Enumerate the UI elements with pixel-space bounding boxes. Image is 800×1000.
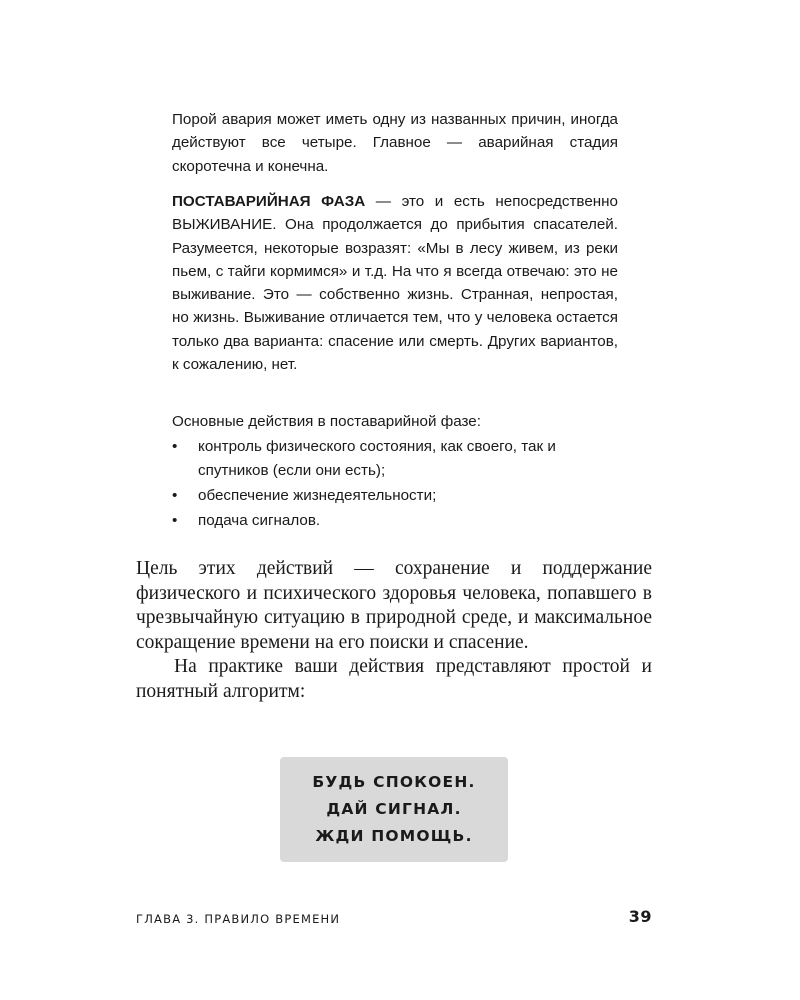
- list-item-text: подача сигналов.: [198, 512, 321, 530]
- intro-paragraph-block: [172, 108, 618, 178]
- algorithm-step-1: БУДЬ СПОКОЕН.: [312, 773, 476, 791]
- algorithm-step-3: ЖДИ ПОМОЩЬ.: [315, 827, 473, 845]
- list-item: [172, 484, 618, 507]
- body-paragraph-goal: Цель этих действий — сохранение и поддержание физического и психического здоровья человека, попавшего в чрезвычайную ситуацию в природной среде, и максимальное сокращение времени на его поиски и спасение.: [136, 558, 652, 653]
- bullet-icon: •: [172, 512, 178, 530]
- page-number: 39: [628, 907, 652, 926]
- post-accident-heading: ПОСТАВАРИЙНАЯ ФАЗА: [172, 193, 366, 210]
- actions-list: [172, 435, 618, 532]
- running-footer-chapter: ГЛАВА 3. ПРАВИЛО ВРЕМЕНИ: [136, 912, 341, 926]
- algorithm-callout-box: [280, 757, 508, 862]
- list-item-text: обеспечение жизнедеятельности;: [198, 486, 437, 504]
- list-item: [172, 509, 618, 532]
- actions-section: [172, 410, 618, 532]
- post-accident-text: — это и есть непосредственно ВЫЖИВАНИЕ. Она продолжается до прибытия спасателей. Разумеется, некоторые возразят: «Мы в лесу живем, из реки пьем, с тайги кормимся» и т.д. На что я всегда отвечаю: это не выживание. Это — собственно жизнь. Странная, непростая, но жизнь. Выживание отличается тем, что у человека остается только два варианта: спасение или смерть. Других вариантов, к сожалению, нет.: [172, 193, 618, 374]
- bullet-icon: •: [172, 486, 178, 504]
- algorithm-step-2: ДАЙ СИГНАЛ.: [326, 800, 462, 818]
- post-accident-section: [172, 190, 618, 376]
- list-item: [172, 435, 618, 482]
- actions-intro: Основные действия в поставарийной фазе:: [172, 413, 481, 430]
- bullet-icon: •: [172, 438, 178, 456]
- post-accident-paragraph: [172, 190, 618, 376]
- main-body-text: [136, 557, 652, 704]
- intro-paragraph: Порой авария может иметь одну из названных причин, иногда действуют все четыре. Главное — аварийная стадия скоротечна и конечна.: [172, 111, 618, 175]
- list-item-text: контроль физического состояния, как своего, так и спутников (если они есть);: [198, 438, 556, 479]
- body-paragraph-algorithm-intro: На практике ваши действия представляют простой и понятный алгоритм:: [136, 656, 652, 702]
